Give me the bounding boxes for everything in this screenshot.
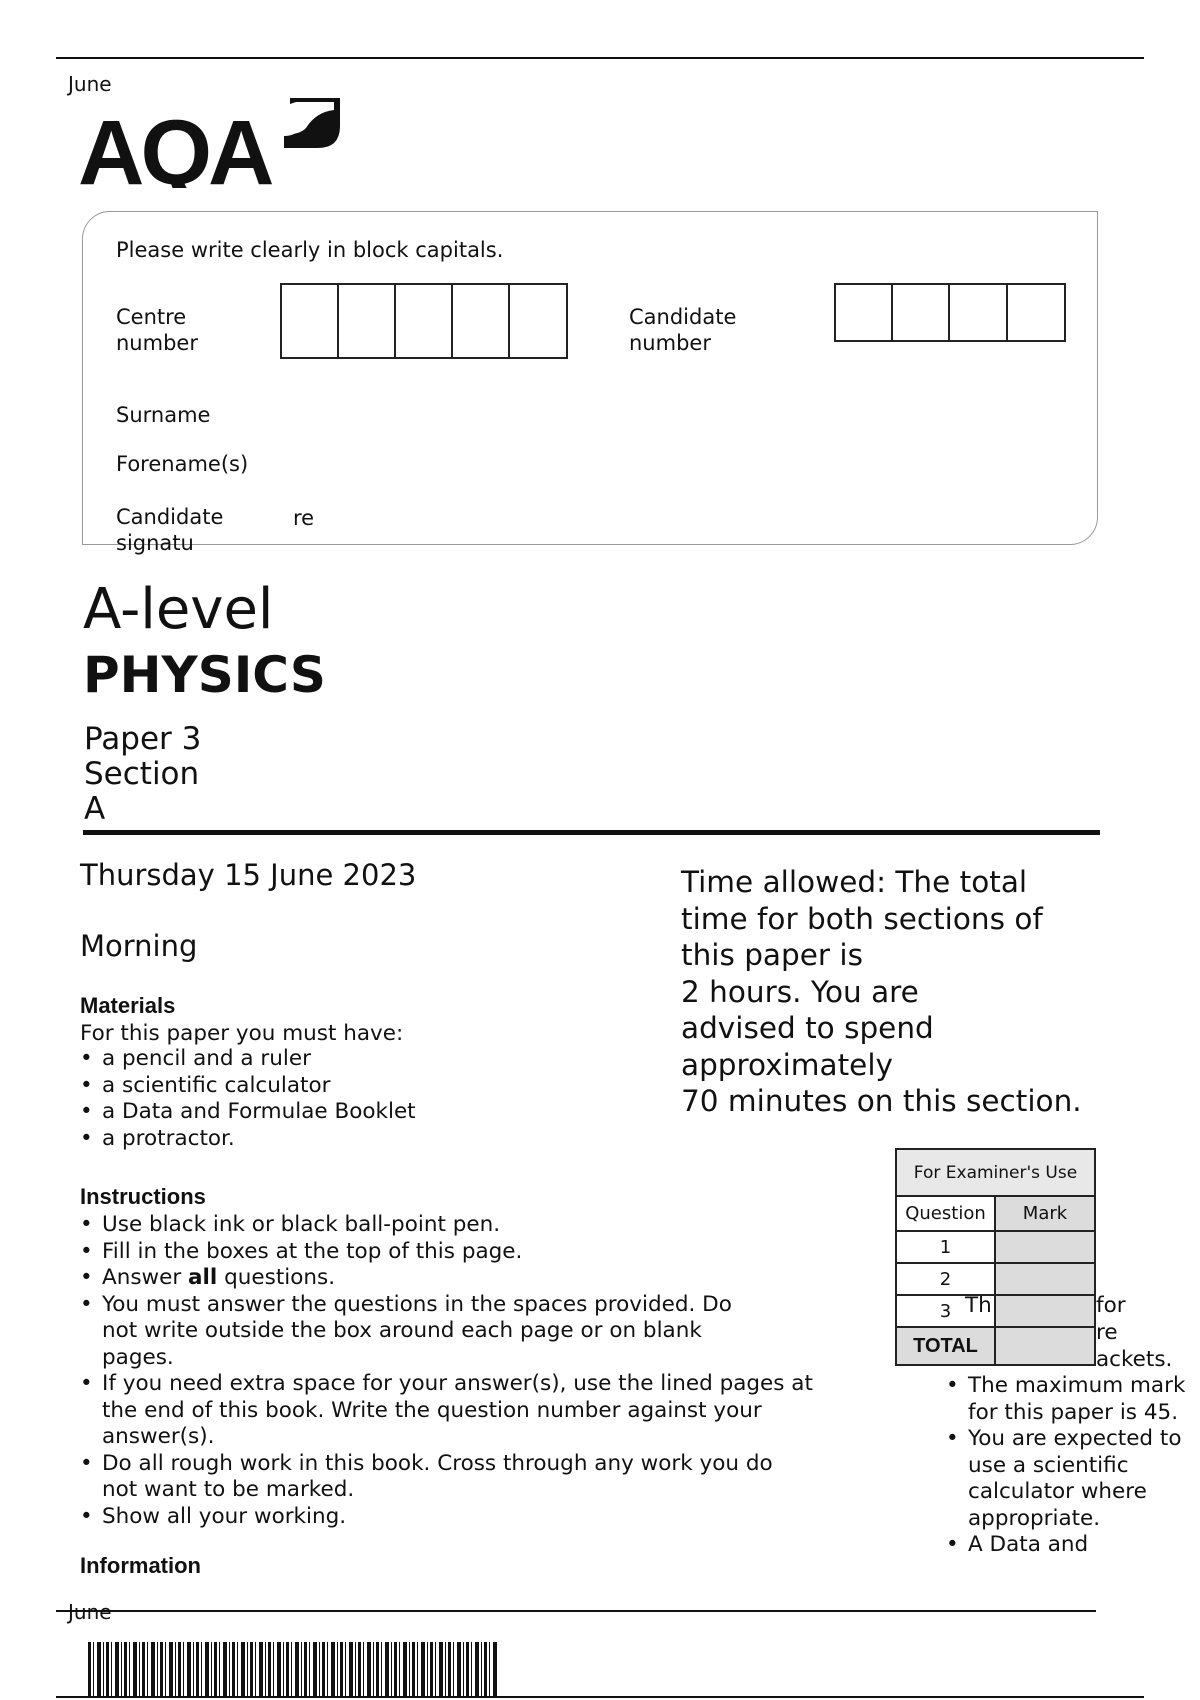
candidate-number-box[interactable] <box>893 285 950 340</box>
info-fragment-4: ackets. <box>1096 1347 1173 1372</box>
materials-intro: For this paper you must have: <box>80 1021 404 1046</box>
aqa-logo <box>78 96 348 188</box>
centre-number-box[interactable] <box>510 285 566 357</box>
time-allowed: Time allowed: The total time for both sections of this paper is 2 hours. You are advised to spend approximately 70 minutes on this section. <box>681 865 1082 1118</box>
candidate-number-box[interactable] <box>836 285 893 340</box>
month-bottom: June <box>68 1600 112 1624</box>
bottom-rule <box>56 1610 1096 1612</box>
candidate-number-boxes <box>834 283 1066 342</box>
candidate-number-label: Candidate number <box>629 305 737 355</box>
surname-label: Surname <box>116 403 211 427</box>
mark-cell[interactable] <box>995 1263 1095 1295</box>
examiner-table-title: For Examiner's Use <box>896 1149 1095 1196</box>
instructions-list <box>80 1212 850 1530</box>
list-item: • Do all rough work in this book. Cross through any work you do not want to be marked. <box>80 1451 812 1504</box>
info-fragment-1: Th <box>965 1293 992 1318</box>
list-item: • If you need extra space for your answer(s), use the lined pages at the end of this book. Write the question number against your answer(s). <box>80 1371 842 1451</box>
candidate-number-box[interactable] <box>1008 285 1064 340</box>
list-item: • a Data and Formulae Booklet <box>80 1099 580 1126</box>
mark-cell[interactable] <box>995 1231 1095 1263</box>
list-item: • A Data and <box>946 1532 1186 1559</box>
exam-session: Morning <box>80 929 198 963</box>
centre-number-boxes <box>280 283 568 359</box>
forename-label: Forename(s) <box>116 452 249 476</box>
list-item: • Use black ink or black ball-point pen. <box>80 1212 850 1239</box>
materials-list <box>80 1046 580 1152</box>
candidate-number-box[interactable] <box>950 285 1008 340</box>
info-fragment-2: for <box>1096 1293 1126 1318</box>
list-item: • a scientific calculator <box>80 1073 580 1100</box>
title-rule <box>83 830 1100 835</box>
list-item: • a pencil and a ruler <box>80 1046 580 1073</box>
paper-heading: Paper 3 Section A <box>84 721 202 827</box>
barcode <box>88 1642 498 1696</box>
information-heading: Information <box>80 1553 201 1578</box>
emphasis: all <box>188 1265 218 1290</box>
centre-number-label: Centre number <box>116 305 198 355</box>
svg-text:AQA: AQA <box>78 102 271 188</box>
question-number: 2 <box>896 1263 995 1295</box>
question-number: 1 <box>896 1231 995 1263</box>
subject-heading: PHYSICS <box>83 646 326 704</box>
signature-label: Candidate signatu <box>116 505 224 555</box>
info-fragment-3: re <box>1096 1320 1118 1345</box>
centre-number-box[interactable] <box>453 285 510 357</box>
signature-label-fragment: re <box>293 506 315 530</box>
question-number: 3 <box>896 1295 995 1327</box>
month-top: June <box>68 72 112 96</box>
instructions-heading: Instructions <box>80 1184 206 1209</box>
centre-number-box[interactable] <box>282 285 339 357</box>
list-item: • Show all your working. <box>80 1504 850 1531</box>
top-rule <box>56 57 1144 59</box>
mark-cell[interactable] <box>995 1295 1095 1327</box>
list-item: • The maximum mark for this paper is 45. <box>946 1373 1186 1426</box>
total-mark-cell[interactable] <box>995 1327 1095 1365</box>
materials-heading: Materials <box>80 993 176 1018</box>
centre-number-box[interactable] <box>339 285 396 357</box>
list-item: • a protractor. <box>80 1126 580 1153</box>
list-item: • Fill in the boxes at the top of this page. <box>80 1239 850 1266</box>
level-heading: A-level <box>83 577 274 642</box>
mark-column-header: Mark <box>995 1196 1095 1231</box>
question-column-header: Question <box>896 1196 995 1231</box>
barcode-baseline <box>56 1696 1144 1698</box>
list-item: • You are expected to use a scientific calculator where appropriate. <box>946 1426 1186 1532</box>
list-item: • Answer all questions. <box>80 1265 850 1292</box>
total-label: TOTAL <box>896 1327 995 1365</box>
centre-number-box[interactable] <box>396 285 453 357</box>
list-item: • You must answer the questions in the spaces provided. Do not write outside the box around each page or on blank pages. <box>80 1292 732 1372</box>
examiner-table <box>895 1148 1096 1366</box>
exam-date: Thursday 15 June 2023 <box>80 858 417 892</box>
right-info-list <box>946 1373 1186 1559</box>
block-capitals-instruction: Please write clearly in block capitals. <box>116 238 504 262</box>
